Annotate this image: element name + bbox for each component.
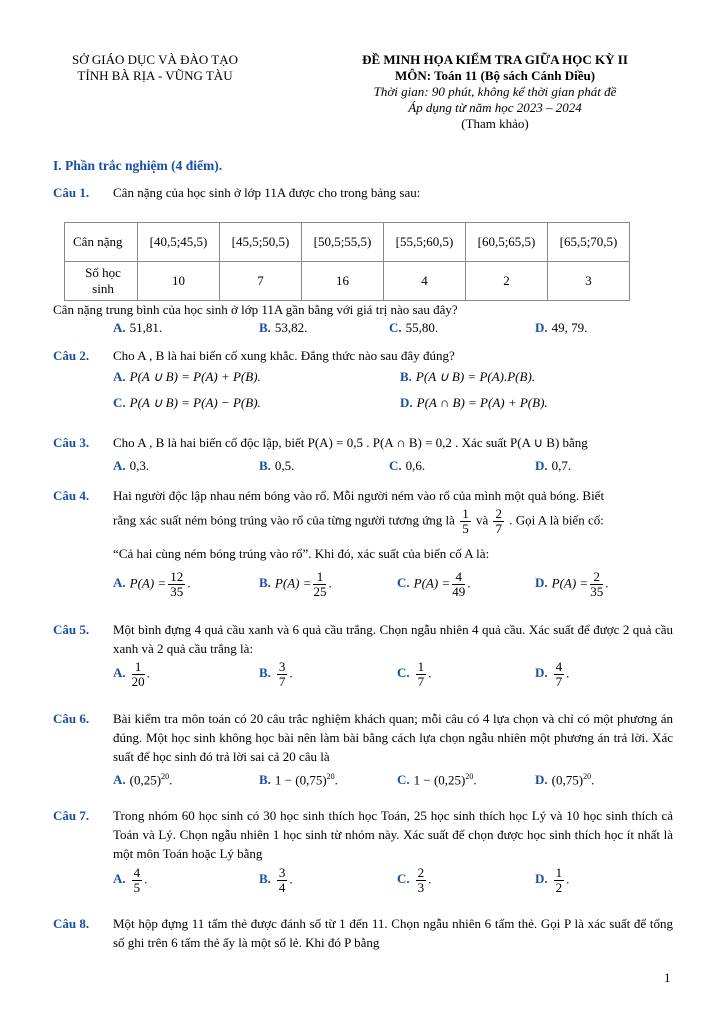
department-name: SỞ GIÁO DỤC VÀ ĐÀO TẠO [72,52,238,67]
option-a[interactable]: A. P(A) = $\frac{12}{35}$ . [113,569,191,599]
option-letter: B. [400,369,412,384]
option-b[interactable]: B. P(A) = $\frac{1}{25}$ . [259,569,332,599]
option-c[interactable] [113,395,261,411]
fraction-numerator: 12 [170,569,184,584]
option-letter: C. [389,320,402,335]
option-end: . [334,772,338,788]
table-header-cell: Số học sinh [65,262,138,301]
option-text: P(A ∪ B) = P(A) − P(B). [129,395,261,410]
question-text: Cân nặng của học sinh ở lớp 11A được cho trong bảng sau: [113,185,421,200]
fraction-numerator: 2 [590,570,603,585]
fraction-numerator: 1 [417,659,425,674]
table-header-cell: Cân nặng [65,223,138,262]
table-cell: 10 [138,262,220,301]
option-prefix: P(A) = [274,575,312,591]
question-text: Bài kiểm tra môn toán có 20 câu trắc nghiệm khách quan; mỗi câu có 4 lựa chọn và chỉ có một phương án đúng. Một học sinh không học bài nên làm bài bằng cách lựa chọn ngẫu nhiên một phương án trả lời. Xác suất để học sinh đó trả lời sai cả 20 câu là [113,711,673,764]
option-letter: D. [535,772,548,788]
option-exponent: 20 [465,772,474,781]
fraction [416,660,427,689]
option-letter: C. [113,395,126,410]
option-letter: A. [113,369,126,384]
fraction-denominator: 35 [170,584,184,599]
fraction-denominator: 49 [452,584,466,599]
option-text: 55,80. [405,320,439,335]
option-text: 0,5. [274,458,295,473]
reference-line: (Tham khảo) [461,116,529,131]
fraction [452,570,465,599]
option-b[interactable] [259,772,338,788]
option-text: 1 − (0,75) [274,772,327,788]
fraction [493,507,504,536]
option-text: P(A ∩ B) = P(A) + P(B). [416,395,548,410]
question-text: Cho A , B là hai biến cố xung khắc. Đẳng thức nào sau đây đúng? [113,348,455,363]
fraction-denominator: 7 [278,674,286,689]
question-text: Cho A , B là hai biến cố độc lập, biết P(A) = 0,5 . P(A ∩ B) = 0,2 . Xác suất P(A ∪ B) bằng [113,435,588,450]
option-b[interactable] [259,458,294,474]
option-a[interactable]: A. $\frac{4}{5}$ . [113,865,148,895]
option-end: . [169,772,173,788]
option-letter: B. [259,320,271,335]
option-letter: C. [397,871,410,887]
option-text: (0,75) [551,772,584,788]
fraction [416,866,427,895]
option-letter: B. [259,772,271,788]
fraction [554,866,565,895]
table-cell: 7 [220,262,302,301]
table-cell: [40,5;45,5) [138,223,220,262]
option-c[interactable] [397,772,477,788]
question-8 [53,914,673,952]
option-c[interactable]: C. $\frac{1}{7}$ . [397,659,432,689]
table-cell: 16 [302,262,384,301]
question-label: Câu 8. [53,916,90,931]
question-1 [53,183,673,202]
time-line: Thời gian: 90 phút, không kể thời gian phát đề [373,84,617,99]
option-text: 49, 79. [551,320,588,335]
fraction-denominator: 20 [131,674,145,689]
fraction-denominator: 5 [462,521,469,536]
option-a[interactable] [113,320,162,336]
option-text: P(A ∪ B) = P(A).P(B). [415,369,536,384]
option-letter: C. [397,575,410,591]
text-segment: rằng xác suất ném bóng trúng vào rổ của từng người tương ứng là [113,512,455,528]
option-text: 51,81. [129,320,163,335]
subject-line: MÔN: Toán 11 (Bộ sách Cánh Diều) [394,68,596,83]
text-segment: và [475,512,489,528]
option-letter: A. [113,575,126,591]
option-text: 1 − (0,25) [413,772,466,788]
table-cell: [45,5;50,5) [220,223,302,262]
fraction-denominator: 35 [590,584,604,599]
question-label: Câu 2. [53,348,90,363]
fraction [132,660,145,689]
question-5 [53,620,673,658]
school-year-line: Áp dụng từ năm học 2023 – 2024 [408,100,582,115]
question-2 [53,346,673,365]
fraction [168,570,185,599]
fraction-numerator: 2 [417,865,425,880]
option-a[interactable] [113,458,149,474]
option-letter: B. [259,665,271,681]
table-cell: 2 [466,262,548,301]
question-label: Câu 7. [53,808,90,823]
option-exponent: 20 [583,772,592,781]
table-row [65,262,630,301]
option-c[interactable] [389,458,425,474]
question-4-line2 [113,507,673,536]
option-letter: A. [113,665,126,681]
option-d[interactable]: D. $\frac{4}{7}$ . [535,659,570,689]
option-d[interactable] [400,395,548,411]
fraction-numerator: 3 [278,865,286,880]
weight-table [64,222,630,301]
fraction [460,507,471,536]
header-left [50,52,260,84]
option-text: 0,7. [551,458,572,473]
option-c[interactable]: C. $\frac{2}{3}$ . [397,865,432,895]
option-d[interactable] [535,320,587,336]
fraction-denominator: 7 [495,521,502,536]
question-text-line1: Hai người độc lập nhau ném bóng vào rổ. Mỗi người ném vào rổ của mình một quả bóng. Biết [113,488,605,503]
option-end: . [473,772,477,788]
page-number: 1 [664,970,671,985]
question-4 [53,486,673,505]
option-letter: A. [113,320,126,335]
fraction-numerator: 1 [462,506,469,521]
option-text: 53,82. [274,320,308,335]
option-prefix: P(A) = [129,575,167,591]
table-cell: [65,5;70,5) [548,223,630,262]
fraction-numerator: 1 [132,660,145,675]
option-text: (0,25) [129,772,162,788]
option-c[interactable]: C. P(A) = $\frac{4}{49}$ . [397,569,471,599]
option-a[interactable] [113,772,172,788]
option-text: 0,6. [405,458,426,473]
option-a[interactable] [113,369,261,385]
table-cell: [50,5;55,5) [302,223,384,262]
question-text: Một bình đựng 4 quả cầu xanh và 6 quả cầu trắng. Chọn ngẫu nhiên 4 quả cầu. Xác suất để được 2 quả cầu xanh và 2 quả cầu trắng là: [113,622,673,656]
option-letter: C. [397,772,410,788]
fraction [313,570,326,599]
option-letter: C. [389,458,402,473]
question-6 [53,709,673,766]
option-letter: D. [535,320,548,335]
option-letter: A. [113,458,126,473]
fraction-denominator: 7 [417,674,425,689]
section-title: I. Phần trắc nghiệm (4 điểm). [53,158,223,173]
fraction-denominator: 7 [555,674,563,689]
fraction [554,660,565,689]
question-label: Câu 1. [53,185,90,200]
option-d[interactable]: D. P(A) = $\frac{2}{35}$ . [535,569,609,599]
option-letter: B. [259,575,271,591]
exam-title: ĐỀ MINH HỌA KIỂM TRA GIỮA HỌC KỲ II [362,52,628,67]
option-d[interactable] [535,458,571,474]
option-letter: A. [113,871,126,887]
question-7 [53,806,673,863]
question-followup: Cân nặng trung bình của học sinh ở lớp 11A gần bằng với giá trị nào sau đây? [53,302,458,317]
option-b[interactable]: B. $\frac{3}{7}$ . [259,659,293,689]
option-a[interactable]: A. $\frac{1}{20}$ . [113,659,150,689]
fraction-numerator: 4 [133,865,141,880]
option-prefix: P(A) = [413,575,451,591]
option-letter: D. [535,458,548,473]
option-letter: D. [535,871,548,887]
option-letter: B. [259,871,271,887]
fraction-numerator: 1 [555,865,563,880]
option-letter: D. [535,575,548,591]
fraction [277,866,288,895]
option-b[interactable] [400,369,535,385]
fraction-denominator: 3 [417,880,425,895]
option-letter: D. [400,395,413,410]
fraction-numerator: 4 [452,570,465,585]
option-end: . [591,772,595,788]
fraction-denominator: 4 [278,880,286,895]
fraction-denominator: 25 [313,584,327,599]
fraction-numerator: 2 [495,506,502,521]
table-cell: 4 [384,262,466,301]
option-letter: C. [397,665,410,681]
option-exponent: 20 [161,772,170,781]
option-d[interactable] [535,772,594,788]
question-label: Câu 6. [53,711,90,726]
question-3 [53,433,673,452]
province-name: TỈNH BÀ RỊA - VŨNG TÀU [77,68,233,83]
option-d[interactable]: D. $\frac{1}{2}$ . [535,865,570,895]
question-text: Một hộp đựng 11 tấm thẻ được đánh số từ 1 đến 11. Chọn ngẫu nhiên 6 tấm thẻ. Gọi P là xác suất để tổng số ghi trên 6 tấm thẻ ấy là một số lẻ. Khi đó P bằng [113,916,673,950]
text-segment: . Gọi A là biến cố: [509,512,604,528]
question-label: Câu 3. [53,435,90,450]
table-cell: [60,5;65,5) [466,223,548,262]
option-letter: B. [259,458,271,473]
option-letter: D. [535,665,548,681]
fraction-numerator: 1 [313,570,326,585]
option-c[interactable] [389,320,438,336]
fraction [132,866,143,895]
table-cell: 3 [548,262,630,301]
table-cell: [55,5;60,5) [384,223,466,262]
header-right [330,52,660,132]
option-b[interactable] [259,320,307,336]
option-exponent: 20 [326,772,335,781]
fraction-numerator: 4 [555,659,563,674]
fraction-denominator: 2 [555,880,563,895]
fraction-denominator: 5 [133,880,141,895]
option-prefix: P(A) = [551,575,589,591]
question-label: Câu 5. [53,622,90,637]
fraction-numerator: 3 [278,659,286,674]
option-text: 0,3. [129,458,150,473]
fraction [590,570,603,599]
question-label: Câu 4. [53,488,90,503]
table-row [65,223,630,262]
option-letter: A. [113,772,126,788]
option-b[interactable]: B. $\frac{3}{4}$ . [259,865,293,895]
question-4-line3: “Cả hai cùng ném bóng trúng vào rổ”. Khi đó, xác suất của biến cố A là: [113,546,490,561]
question-text: Trong nhóm 60 học sinh có 30 học sinh thích học Toán, 25 học sinh thích học Lý và 10 học sinh thích cả Toán và Lý. Chọn ngẫu nhiên 1 học sinh từ nhóm này. Xác suất để chọn được học sinh thích học ít nhất là một môn Toán hoặc Lý bằng [113,808,673,861]
option-text: P(A ∪ B) = P(A) + P(B). [129,369,261,384]
fraction [277,660,288,689]
